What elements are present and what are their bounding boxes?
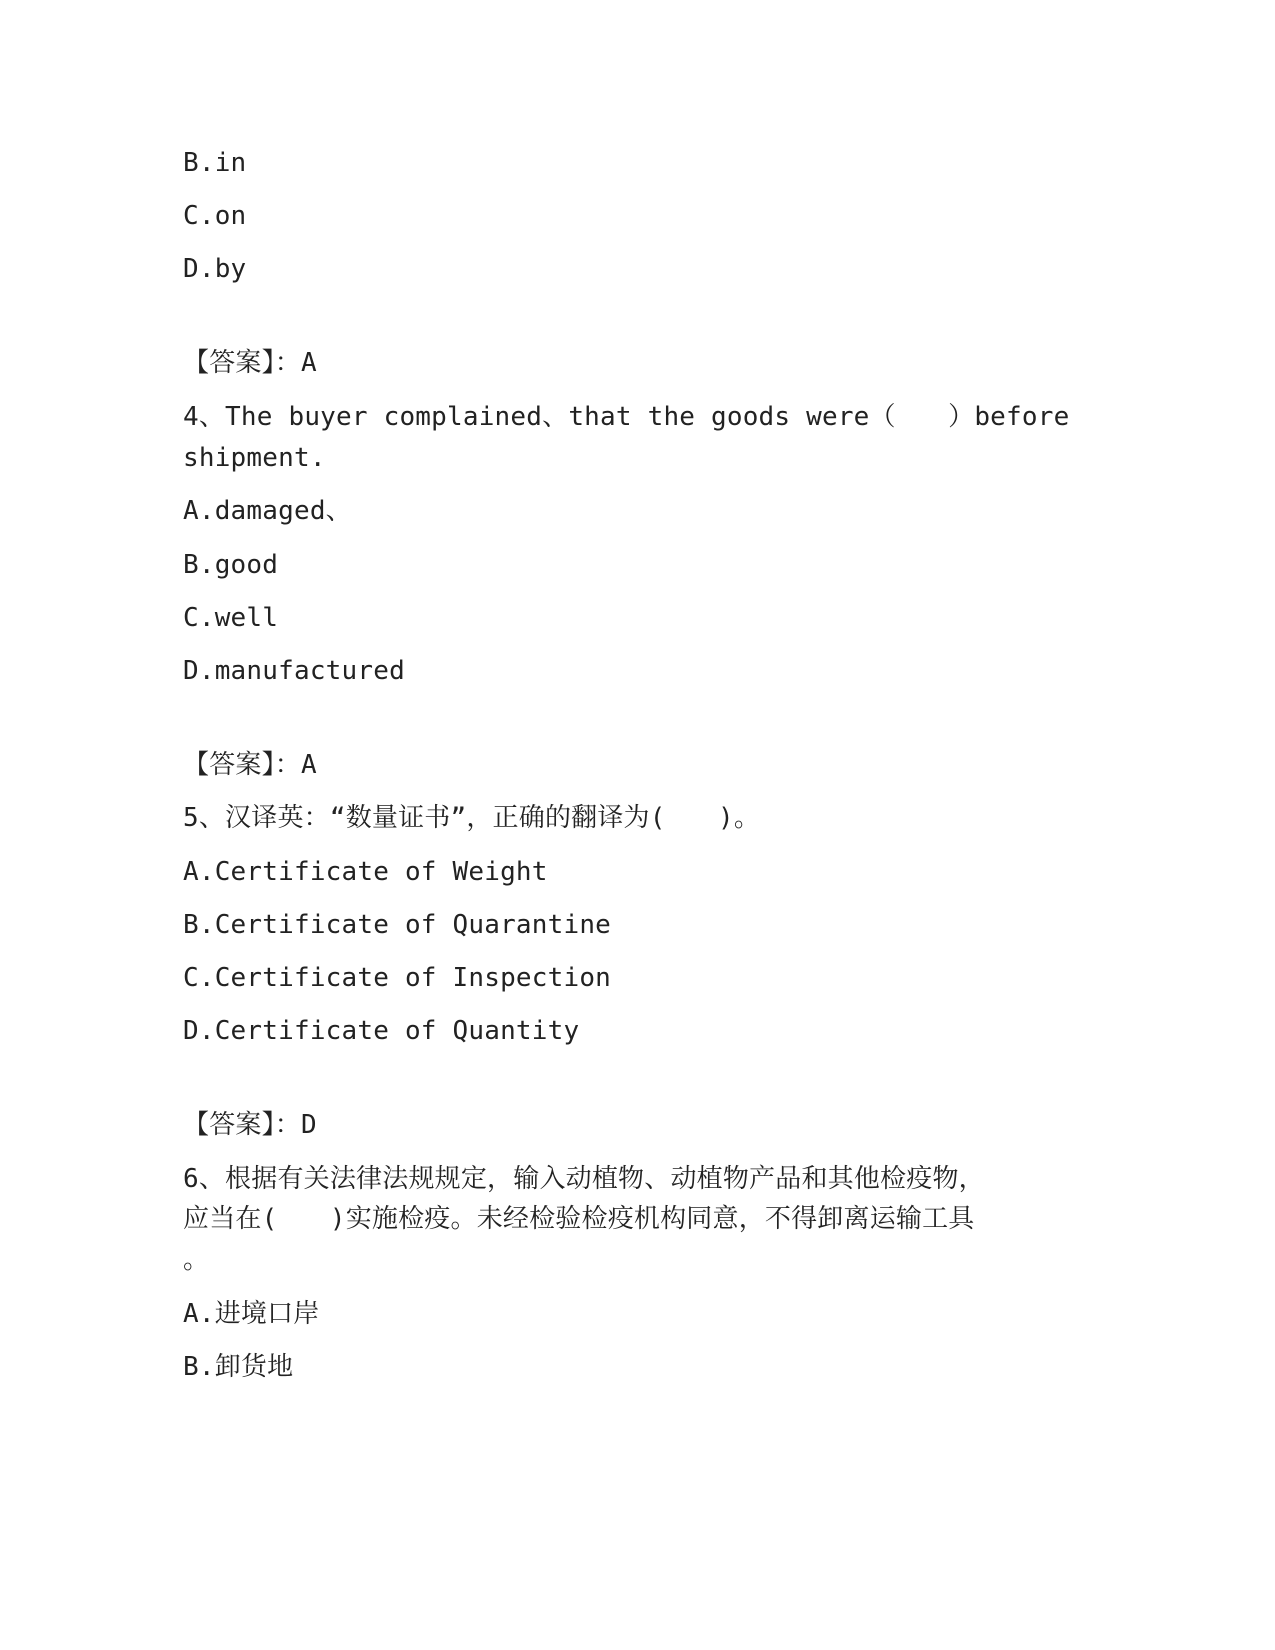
question-4-answer: 【答案】：A [183,750,317,780]
question-6-stem-line-3: 。 [183,1245,210,1275]
question-4-option-d: D.manufactured [183,656,405,686]
question-4-stem-line-1: 4、The buyer complained、that the goods were（ ）before [183,402,1070,432]
question-4-option-b: B.good [183,550,279,580]
question-4-option-c: C.well [183,603,279,633]
question-6-stem-line-1: 6、根据有关法律法规规定，输入动植物、动植物产品和其他检疫物， [183,1164,985,1194]
question-5-option-a: A.Certificate of Weight [183,857,548,887]
question-5-option-d: D.Certificate of Quantity [183,1016,580,1046]
question-6-stem-line-2: 应当在( )实施检疫。未经检验检疫机构同意，不得卸离运输工具 [183,1204,975,1234]
question-5-answer: 【答案】：D [183,1110,317,1140]
answer-label: 【答案】：A [183,348,317,378]
question-4-stem-line-2: shipment. [183,443,326,473]
question-6-option-a: A.进境口岸 [183,1299,320,1329]
option-c: C.on [183,201,247,231]
option-d: D.by [183,254,247,284]
question-5-stem: 5、汉译英：“数量证书”，正确的翻译为( )。 [183,803,761,833]
question-4-option-a: A.damaged、 [183,496,352,526]
question-6-option-b: B.卸货地 [183,1352,294,1382]
question-5-option-b: B.Certificate of Quarantine [183,910,612,940]
question-5-option-c: C.Certificate of Inspection [183,963,612,993]
option-b: B.in [183,148,247,178]
